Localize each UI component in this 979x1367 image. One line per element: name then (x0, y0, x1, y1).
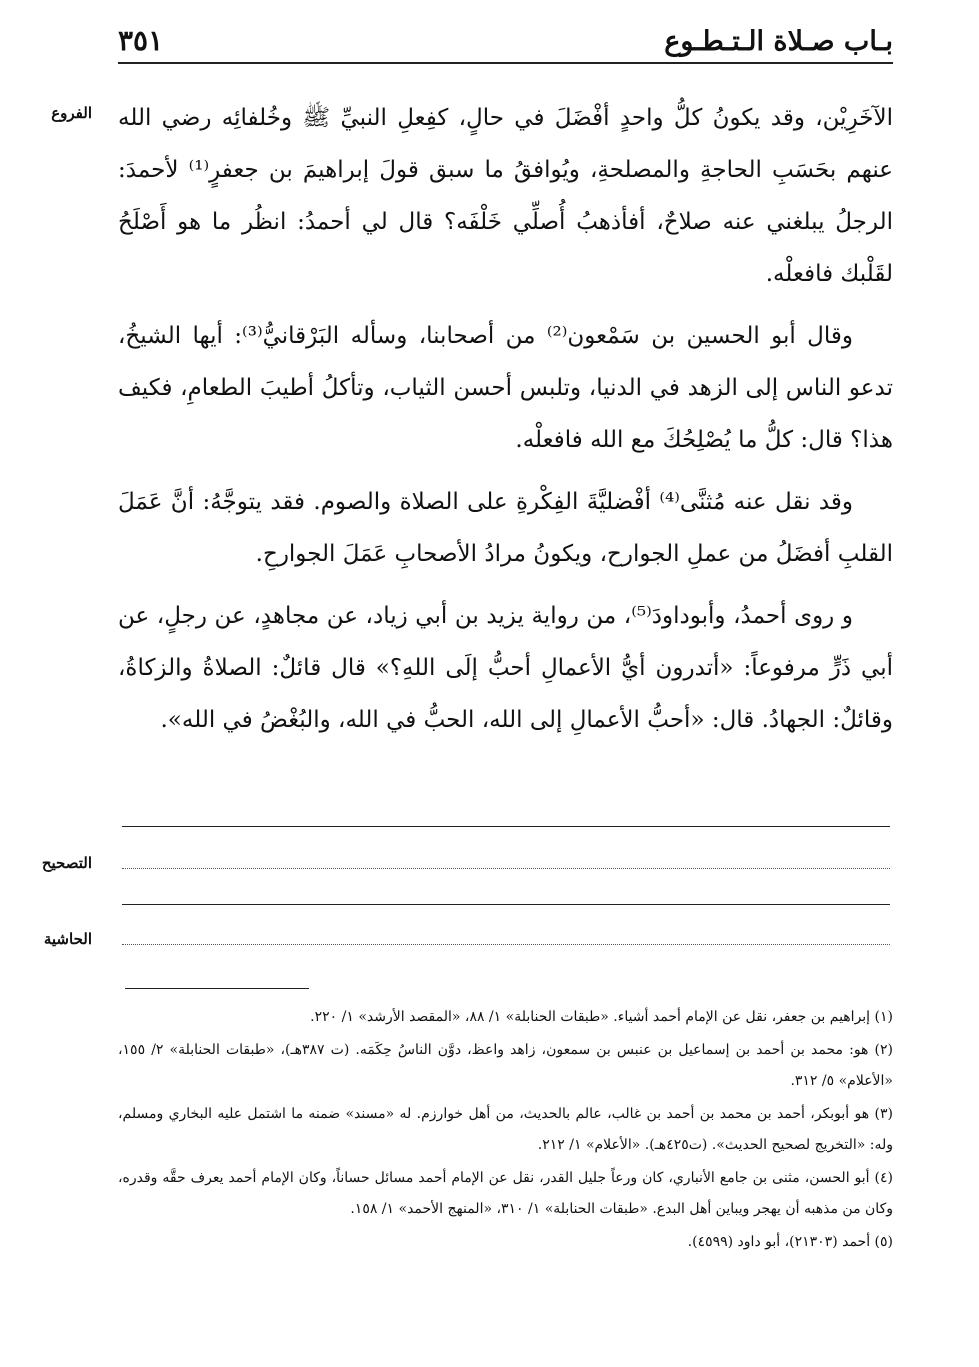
tashih-dotted-line (122, 868, 890, 869)
page-header (118, 22, 893, 64)
main-text (118, 92, 893, 756)
margin-label-furu: الفروع (51, 104, 92, 122)
footnote: (١) إبراهيم بن جعفر، نقل عن الإمام أحمد أشياء. «طبقات الحنابلة» ١/ ٨٨، «المقصد الأرشد» ١/ ٢٢٠. (310, 1009, 893, 1025)
paragraph: وقال أبو الحسين بن سَمْعون⁽²⁾ من أصحابنا، وسأله البَرْقانيُّ⁽³⁾: أيها الشيخُ، تدعو الناس إلى الزهد في الدنيا، وتلبس أحسن الثياب، وتأكلُ أطيبَ الطعامِ، فكيف هذا؟ قال: كلُّ ما يُصْلِحُكَ مع الله فافعلْه. (118, 323, 893, 453)
footnotes (118, 1002, 893, 1260)
paragraph: وقد نقل عنه مُثنَّى⁽⁴⁾ أفْضليَّةَ الفِكْرةِ على الصلاة والصوم. فقد يتوجَّهُ: أنَّ عَمَلَ القلبِ أفضَلُ من عملِ الجوارح، ويكونُ مرادُ الأصحابِ عَمَلَ الجوارحِ. (118, 489, 893, 567)
margin-label-hashiya: الحاشية (43, 930, 92, 948)
footnote: (٤) أبو الحسن، مثنى بن جامع الأنباري، كان ورعاً جليل القدر، نقل عن الإمام أحمد مسائل حساناً، وكان الإمام أحمد يعرف حقَّه وقدره، وكان من مذهبه أن يهجر ويباين أهل البدع. «طبقات الحنابلة» ١/ ٣١٠، «المنهج الأحمد» ١/ ١٥٨. (118, 1170, 893, 1217)
divider-line (122, 826, 890, 827)
hashiya-dotted-line (122, 944, 890, 945)
footnote-separator (125, 988, 309, 989)
footnote: (٢) هو: محمد بن أحمد بن إسماعيل بن عنبس بن سمعون، زاهد واعظ، دوَّن الناسُ حِكَمَه. (ت ٣٨٧هـ)، «طبقات الحنابلة» ٢/ ١٥٥، «الأعلام» ٥/ ٣١٢. (118, 1042, 893, 1089)
paragraph: و روى أحمدُ، وأبوداودَ⁽⁵⁾، من رواية يزيد بن أبي زياد، عن مجاهدٍ، عن رجلٍ، عن أبي ذَرٍّ مرفوعاً: «أتدرون أيُّ الأعمالِ أحبُّ إلَى اللهِ؟» قال قائلٌ: الصلاةُ والزكاةُ، وقائلٌ: الجهادُ. قال: «أحبُّ الأعمالِ إلى الله، الحبُّ في الله، والبُغْضُ في الله». (118, 603, 893, 733)
page-number: ٣٥١ (118, 24, 164, 57)
footnote: (٥) أحمد (٢١٣٠٣)، أبو داود (٤٥٩٩). (687, 1234, 893, 1250)
footnote: (٣) هو أبوبكر، أحمد بن محمد بن أحمد بن غالب، عالم بالحديث، من أهل خوارزم. له «مسند» ضمنه ما اشتمل عليه البخاري ومسلم، وله: «التخريج لصحيح الحديث». (ت٤٢٥هـ). «الأعلام» ١/ ٢١٢. (118, 1106, 893, 1153)
divider-line (122, 904, 890, 905)
chapter-title: بـاب صـلاة الـتـطـوع (664, 26, 893, 57)
margin-label-tashih: التصحيح (41, 854, 92, 872)
paragraph: الآخَرِيْن، وقد يكونُ كلُّ واحدٍ أفْضَلَ في حالٍ، كفِعلِ النبيِّ ﷺ وخُلفائِه رضي الله عنهم بحَسَبِ الحاجةِ والمصلحةِ، ويُوافقُ ما سبق قولَ إبراهيمَ بن جعفرٍ⁽¹⁾ لأحمدَ: الرجلُ يبلغني عنه صلاحٌ، أفأذهبُ أُصلِّي خَلْفَه؟ قال لي أحمدُ: انظُر ما هو أَصْلَحُ لقَلْبك فافعلْه. (118, 105, 893, 287)
